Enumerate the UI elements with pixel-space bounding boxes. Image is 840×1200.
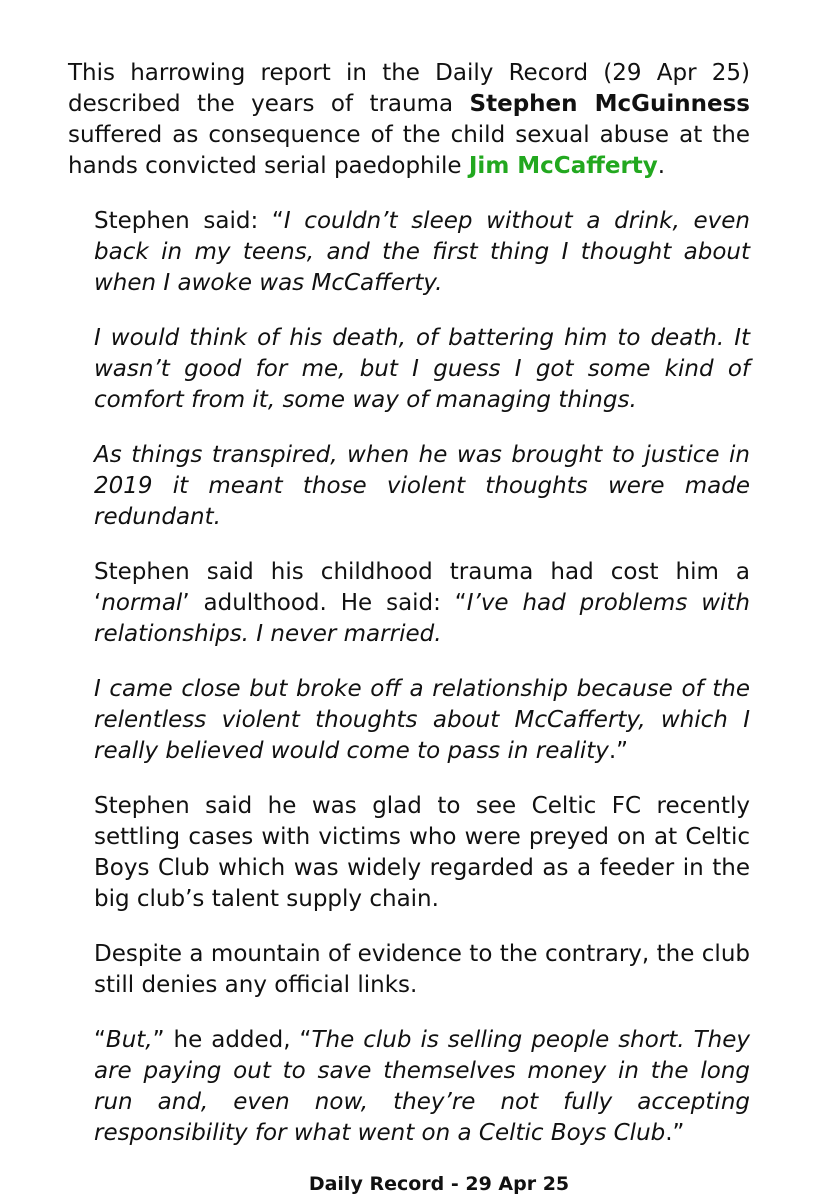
para8-open-quote: “ (94, 1027, 106, 1053)
quote1-italic: I couldn’t sleep without a drink, even back in my teens, and the first thing I thought about when I awoke was McCafferty. (94, 208, 750, 296)
offender-name: Jim McCafferty (468, 153, 658, 179)
intro-paragraph (68, 58, 750, 182)
paragraph-8 (94, 1025, 750, 1149)
intro-text-1: This harrowing report in the Daily Record (29 Apr 25) described the years of trauma (68, 60, 750, 117)
para8-italic: The club is selling people short. They are paying out to save themselves money in the long run and, even now, they’re not fully accepting responsibility for what went on a Celtic Boys Club (94, 1027, 750, 1146)
paragraph-7 (94, 939, 750, 1001)
victim-name: Stephen McGuinness (469, 91, 750, 117)
quote5-end: .” (608, 738, 629, 764)
para4-text-b: ’ adulthood. He said: “ (182, 590, 467, 616)
quote-paragraph-2 (94, 323, 750, 416)
para7-text: Despite a mountain of evidence to the contrary, the club still denies any official links. (94, 941, 750, 998)
intro-text-2: suffered as consequence of the child sexual abuse at the hands convicted serial paedophile (68, 122, 750, 179)
quote-paragraph-5 (94, 674, 750, 767)
quote-paragraph-3 (94, 440, 750, 533)
quote-block (68, 206, 750, 1149)
quote-paragraph-1 (94, 206, 750, 299)
para4-normal-word: normal (101, 590, 183, 616)
para8-but: But, (105, 1027, 153, 1053)
quote3-italic: As things transpired, when he was brought to justice in 2019 it meant those violent thoughts were made redundant. (94, 442, 750, 530)
para6-text: Stephen said he was glad to see Celtic FC recently settling cases with victims who were preyed on at Celtic Boys Club which was widely regarded as a feeder in the big club’s talent supply chain. (94, 793, 750, 912)
quote5-italic: I came close but broke off a relationship because of the relentless violent thoughts about McCafferty, which I really believed would come to pass in reality (94, 676, 750, 764)
quote2-italic: I would think of his death, of battering him to death. It wasn’t good for me, but I guess I got some kind of comfort from it, some way of managing things. (94, 325, 750, 413)
intro-text-3: . (657, 153, 666, 179)
para8-mid: ” he added, “ (152, 1027, 312, 1053)
paragraph-6 (94, 791, 750, 915)
para8-end: .” (665, 1120, 685, 1146)
para4-italic: I’ve had problems with relationships. I never married. (94, 590, 750, 647)
paragraph-4 (94, 557, 750, 650)
source-credit: Daily Record - 29 Apr 25 (308, 1173, 570, 1195)
quote1-lead: Stephen said: “ (94, 208, 284, 234)
para4-text-a: Stephen said his childhood trauma had cost him a ‘ (94, 559, 750, 616)
